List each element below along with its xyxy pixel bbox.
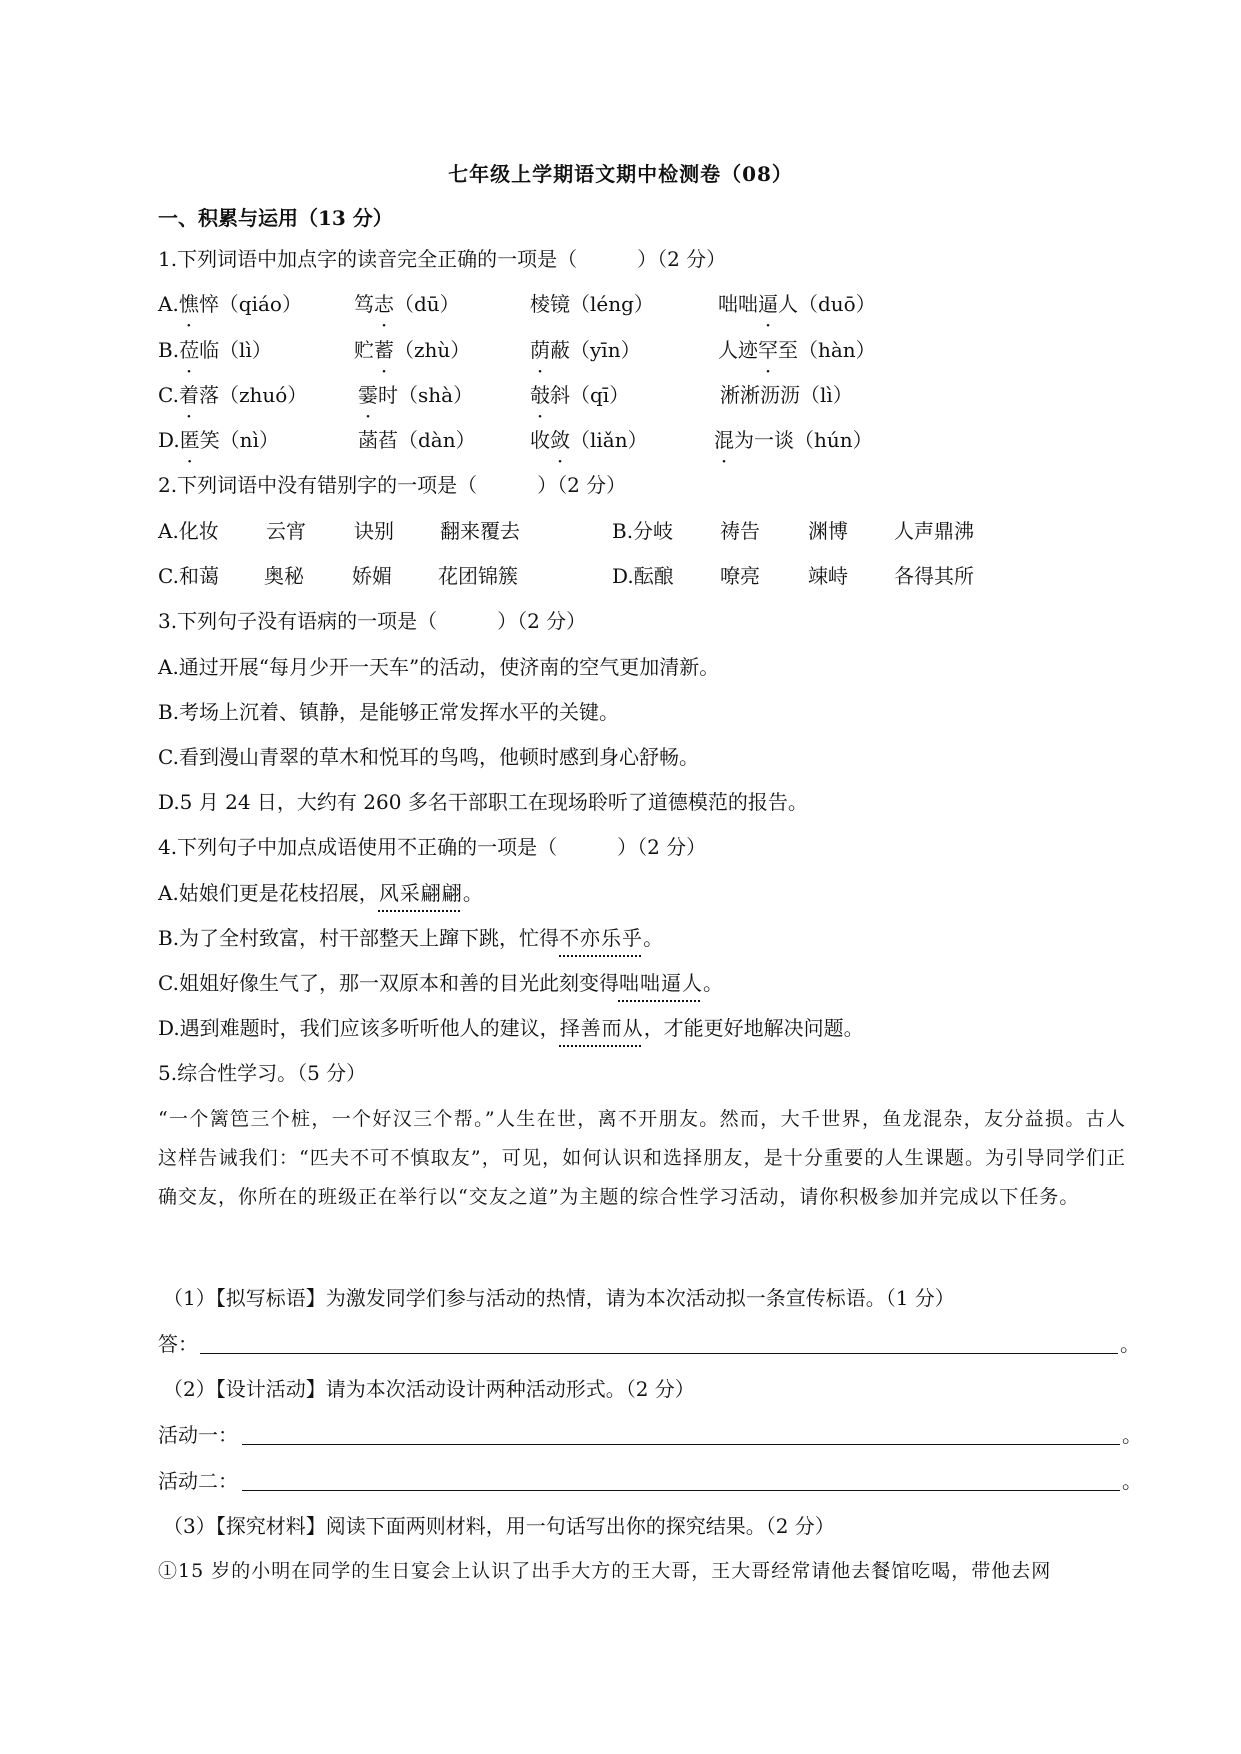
- word: 云宵: [266, 519, 306, 543]
- dotted-idiom: 风采翩翩: [378, 881, 463, 905]
- question-3-option-a: A.通过开展“每月少开一天车”的活动，使济南的空气更加清新。: [158, 655, 720, 679]
- word: 花团锦簇: [438, 564, 518, 588]
- option-b-word: B.莅临（lì）: [158, 338, 272, 362]
- option-c-word: C.着落（zhuó）: [158, 383, 308, 407]
- subtask-1-prompt: （1）【拟写标语】为激发同学们参与活动的热情，请为本次活动拟一条宣传标语。（1 分）: [163, 1286, 955, 1310]
- option-word: 棱镜（léng）: [530, 292, 654, 316]
- dotted-idiom: 咄咄逼人: [618, 971, 703, 995]
- word: 翻来覆去: [440, 519, 520, 543]
- option-word: 菡萏（dàn）: [358, 428, 476, 452]
- question-4-stem: 4.下列句子中加点成语使用不正确的一项是（ ）（2 分）: [158, 835, 707, 859]
- answer-period: 。: [1122, 1423, 1142, 1447]
- activity-1-label: 活动一：: [158, 1423, 238, 1447]
- question-3-option-d: D.5 月 24 日，大约有 260 多名干部职工在现场聆听了道德模范的报告。: [158, 790, 808, 814]
- option-word: 霎时（shà）: [358, 383, 474, 407]
- subtask-2-prompt: （2）【设计活动】请为本次活动设计两种活动形式。（2 分）: [163, 1377, 695, 1401]
- option-word: 淅淅沥沥（lì）: [720, 383, 853, 407]
- option-d-word: D.匿笑（nì）: [158, 428, 279, 452]
- activity-1-answer-line[interactable]: [242, 1422, 1120, 1445]
- word: 奥秘: [264, 564, 304, 588]
- subtask-1-answer-row: [158, 1329, 1140, 1359]
- question-3-stem: 3.下列句子没有语病的一项是（ ）（2 分）: [158, 609, 587, 633]
- word: A.化妆: [158, 519, 219, 543]
- activity-2-answer-line[interactable]: [242, 1468, 1120, 1491]
- answer-label: 答：: [158, 1332, 198, 1356]
- option-word: 贮蓄（zhù）: [354, 338, 471, 362]
- word: 人声鼎沸: [894, 519, 974, 543]
- question-4-option-b: B.为了全村致富，村干部整天上蹿下跳，忙得不亦乐乎。: [158, 926, 664, 950]
- word: 渊博: [808, 519, 848, 543]
- subtask-3-prompt: （3）【探究材料】阅读下面两则材料，用一句话写出你的探究结果。（2 分）: [163, 1514, 835, 1538]
- question-3-option-c: C.看到漫山青翠的草木和悦耳的鸟鸣，他顿时感到身心舒畅。: [158, 745, 699, 769]
- option-word: 人迹罕至（hàn）: [718, 338, 876, 362]
- activity-2-row: [158, 1466, 1142, 1496]
- question-4-option-a: A.姑娘们更是花枝招展，风采翩翩。: [158, 881, 483, 905]
- page-title: 七年级上学期语文期中检测卷（08）: [448, 162, 793, 186]
- question-4-option-d: D.遇到难题时，我们应该多听听他人的建议，择善而从，才能更好地解决问题。: [158, 1016, 864, 1040]
- activity-2-label: 活动二：: [158, 1469, 238, 1493]
- question-5-intro: “一个篱笆三个桩，一个好汉三个帮。”人生在世，离不开朋友。然而，大千世界，鱼龙混杂，友分益损。古人这样告诫我们：“匹夫不可不慎取友”，可见，如何认识和选择朋友，是十分重要的人生课题。为引导同学们正确交友，你所在的班级正在举行以“交友之道”为主题的综合性学习活动，请你积极参加并完成以下任务。: [158, 1108, 1126, 1208]
- word: 祷告: [720, 519, 760, 543]
- word: 各得其所: [894, 564, 974, 588]
- option-word: 笃志（dū）: [354, 292, 460, 316]
- question-4-option-c: C.姐姐好像生气了，那一双原本和善的目光此刻变得咄咄逼人。: [158, 971, 723, 995]
- dotted-idiom: 择善而从: [559, 1016, 644, 1040]
- question-5-stem: 5.综合性学习。（5 分）: [158, 1061, 367, 1085]
- question-2-stem: 2.下列词语中没有错别字的一项是（ ）（2 分）: [158, 473, 627, 497]
- word: 娇媚: [352, 564, 392, 588]
- word: 竦峙: [808, 564, 848, 588]
- section-heading: 一、积累与运用（13 分）: [158, 206, 393, 230]
- answer-period: 。: [1120, 1332, 1140, 1356]
- word: 嘹亮: [720, 564, 760, 588]
- option-word: 混为一谈（hún）: [714, 428, 873, 452]
- activity-1-row: [158, 1420, 1142, 1450]
- option-word: 荫蔽（yīn）: [530, 338, 641, 362]
- word: B.分岐: [612, 519, 674, 543]
- answer-period: 。: [1122, 1469, 1142, 1493]
- question-1-stem: 1.下列词语中加点字的读音完全正确的一项是（ ）（2 分）: [158, 247, 727, 271]
- option-word: 攲斜（qī）: [530, 383, 630, 407]
- question-3-option-b: B.考场上沉着、镇静，是能够正常发挥水平的关键。: [158, 700, 620, 724]
- answer-line[interactable]: [200, 1331, 1118, 1354]
- word: C.和蔼: [158, 564, 219, 588]
- option-a-word: A.憔悴（qiáo）: [158, 292, 302, 316]
- option-word: 收敛（liǎn）: [530, 428, 648, 452]
- material-1-text: ①15 岁的小明在同学的生日宴会上认识了出手大方的王大哥，王大哥经常请他去餐馆吃喝，带他去网: [158, 1560, 1052, 1582]
- word: 诀别: [354, 519, 394, 543]
- word: D.酝酿: [612, 564, 674, 588]
- option-word: 咄咄逼人（duō）: [718, 292, 876, 316]
- dotted-idiom: 不亦乐乎: [559, 926, 644, 950]
